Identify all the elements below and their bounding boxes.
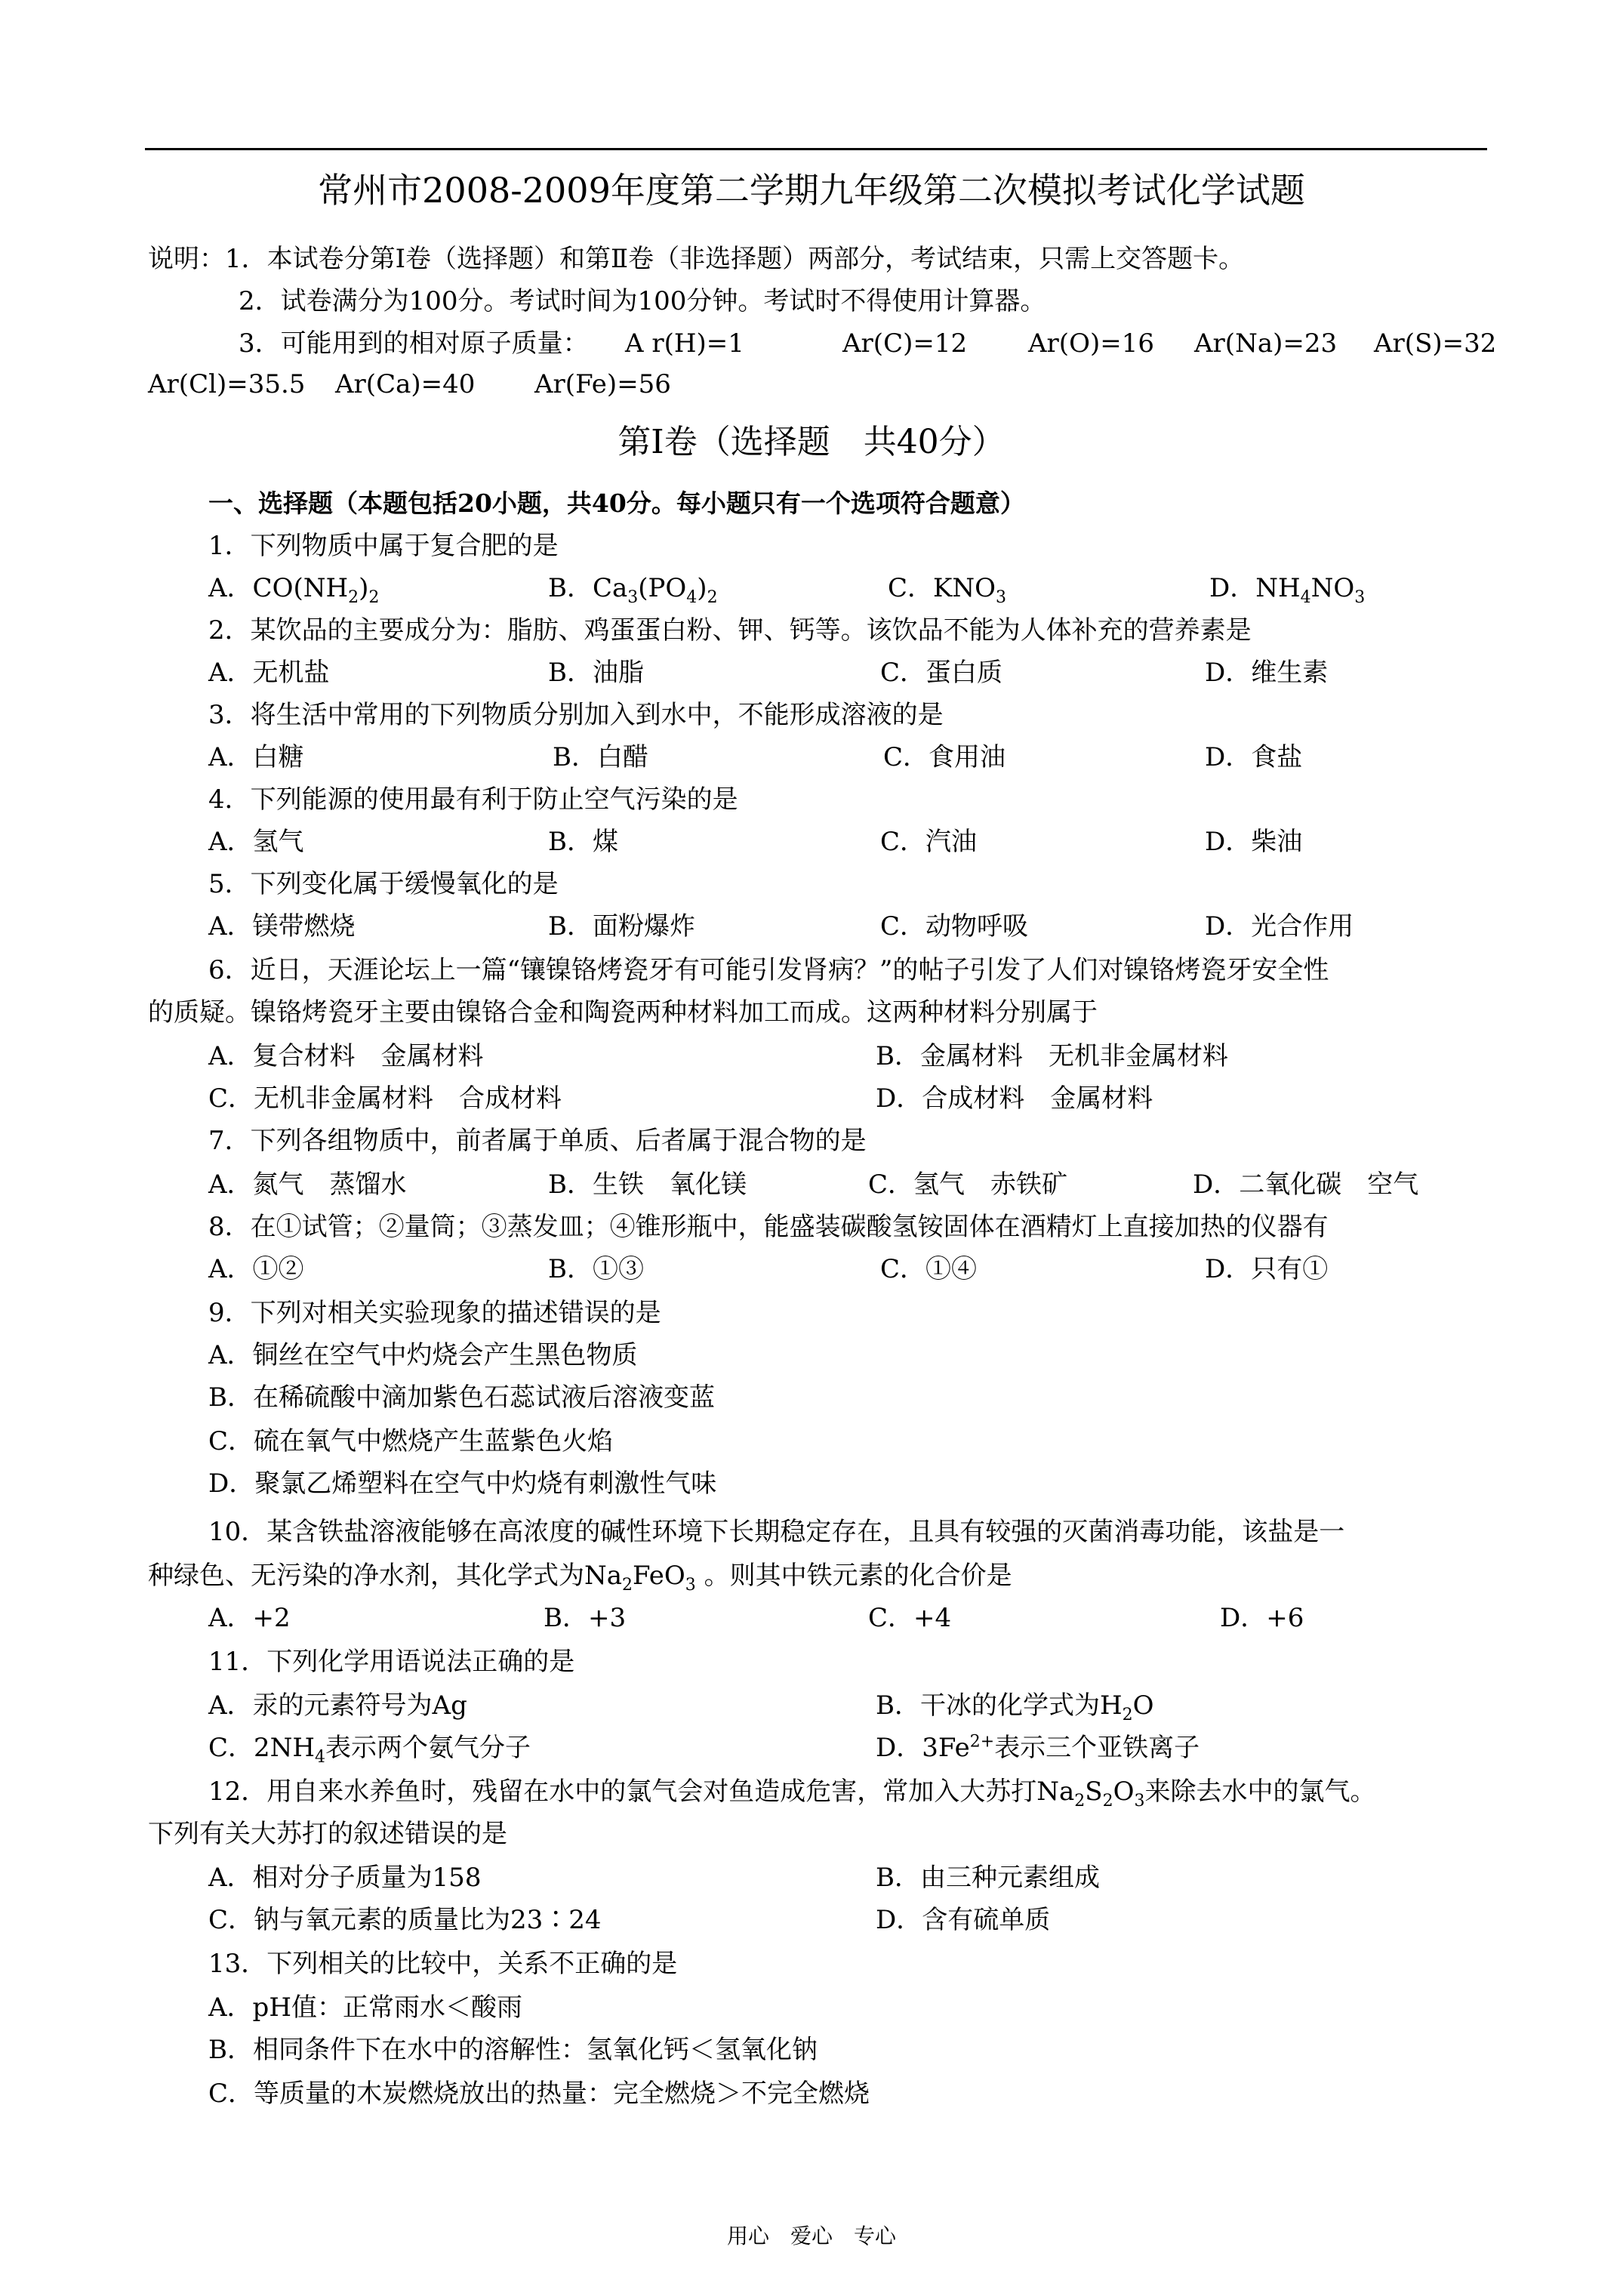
q4-option-b: B．煤 [548, 827, 618, 857]
page-footer: 用心 爱心 专心 [726, 2224, 896, 2248]
q3-option-b: B．白醋 [553, 742, 648, 772]
q7-option-b: B．生铁 氧化镁 [548, 1170, 747, 1200]
q11-option-b: B．干冰的化学式为$H_2O$ [876, 1690, 1154, 1724]
question-5: 5．下列变化属于缓慢氧化的是 [208, 869, 559, 899]
q1-option-b: B．$Ca_3(PO_4)_2$ [548, 573, 718, 607]
mass-cl: Ar(Cl)=35.5 [148, 369, 306, 399]
q3-option-c: C．食用油 [883, 742, 1006, 772]
q2-option-b: B．油脂 [548, 658, 644, 688]
part-heading: 一、选择题（本题包括20小题，共40分。每小题只有一个选项符合题意） [208, 488, 1025, 518]
question-9: 9．下列对相关实验现象的描述错误的是 [208, 1298, 661, 1328]
exam-title: 常州市2008-2009年度第二学期九年级第二次模拟考试化学试题 [318, 170, 1305, 211]
q5-option-d: D．光合作用 [1205, 911, 1354, 942]
q6-option-d: D．合成材料 金属材料 [876, 1083, 1153, 1114]
question-11: 11．下列化学用语说法正确的是 [208, 1647, 575, 1677]
question-4: 4．下列能源的使用最有利于防止空气污染的是 [208, 784, 738, 815]
q6-option-b: B．金属材料 无机非金属材料 [876, 1041, 1228, 1071]
q3-option-d: D．食盐 [1205, 742, 1303, 772]
q9-option-a: A．铜丝在空气中灼烧会产生黑色物质 [208, 1340, 638, 1370]
q11-option-d: D．$3Fe^{2+}$表示三个亚铁离子 [876, 1732, 1200, 1763]
mass-o: Ar(O)=16 [1028, 328, 1154, 359]
q1-option-d: D．$NH_4NO_3$ [1209, 573, 1366, 607]
question-6-line-1: 6．近日，天涯论坛上一篇“镶镍铬烤瓷牙有可能引发肾病？”的帖子引发了人们对镍铬烤瓷牙安全性 [208, 955, 1329, 985]
mass-s: Ar(S)=32 [1374, 328, 1497, 359]
mass-fe: Ar(Fe)=56 [534, 369, 671, 399]
q12-option-b: B．由三种元素组成 [876, 1863, 1100, 1893]
note-1: 说明：1．本试卷分第Ⅰ卷（选择题）和第Ⅱ卷（非选择题）两部分，考试结束，只需上交答题卡。 [148, 244, 1245, 274]
mass-h: A r(H)=1 [625, 328, 744, 359]
q13-option-c: C．等质量的木炭燃烧放出的热量：完全燃烧＞不完全燃烧 [208, 2079, 870, 2109]
q4-option-c: C．汽油 [880, 827, 978, 857]
q4-option-a: A．氢气 [208, 827, 304, 857]
q12-option-d: D．含有硫单质 [876, 1905, 1051, 1935]
q3-option-a: A．白糖 [208, 742, 304, 772]
header-rule [145, 148, 1487, 150]
q5-option-c: C．动物呼吸 [880, 911, 1029, 942]
q1-option-c: C．$KNO_3$ [888, 573, 1007, 607]
question-13: 13．下列相关的比较中，关系不正确的是 [208, 1949, 678, 1979]
q1-option-a: A．$CO(NH_2)_2$ [208, 573, 380, 607]
question-8: 8．在①试管；②量筒；③蒸发皿；④锥形瓶中，能盛装碳酸氢铵固体在酒精灯上直接加热的仪器有 [208, 1212, 1329, 1242]
q6-option-a: A．复合材料 金属材料 [208, 1041, 484, 1071]
section-title: 第Ⅰ卷（选择题 共40分） [617, 423, 1006, 461]
q5-option-a: A．镁带燃烧 [208, 911, 356, 942]
q7-option-a: A．氮气 蒸馏水 [208, 1170, 407, 1200]
q5-option-b: B．面粉爆炸 [548, 911, 695, 942]
q2-option-d: D．维生素 [1205, 658, 1329, 688]
question-2: 2．某饮品的主要成分为：脂肪、鸡蛋蛋白粉、钾、钙等。该饮品不能为人体补充的营养素是 [208, 615, 1252, 646]
q11-option-a: A．汞的元素符号为Ag [208, 1690, 467, 1721]
q9-option-b: B．在稀硫酸中滴加紫色石蕊试液后溶液变蓝 [208, 1382, 715, 1413]
mass-c: Ar(C)=12 [842, 328, 968, 359]
question-10-line-2: 种绿色、无污染的净水剂，其化学式为$Na_2FeO_3$ 。则其中铁元素的化合价是 [148, 1561, 1012, 1595]
q8-option-b: B．①③ [548, 1254, 644, 1284]
question-6-line-2: 的质疑。镍铬烤瓷牙主要由镍铬合金和陶瓷两种材料加工而成。这两种材料分别属于 [148, 997, 1098, 1028]
q10-option-a: A．+2 [208, 1603, 291, 1633]
q13-option-a: A．pH值：正常雨水＜酸雨 [208, 1992, 522, 2023]
question-10-line-1: 10．某含铁盐溶液能够在高浓度的碱性环境下长期稳定存在，且具有较强的灭菌消毒功能，该盐是一 [208, 1517, 1345, 1547]
q12-option-a: A．相对分子质量为158 [208, 1863, 482, 1893]
mass-ca: Ar(Ca)=40 [335, 369, 476, 399]
question-12-line-2: 下列有关大苏打的叙述错误的是 [148, 1819, 507, 1849]
q9-option-d: D．聚氯乙烯塑料在空气中灼烧有刺激性气味 [208, 1469, 717, 1499]
q13-option-b: B．相同条件下在水中的溶解性：氢氧化钙＜氢氧化钠 [208, 2035, 818, 2065]
q10-option-c: C．+4 [868, 1603, 952, 1633]
note-3-label: 3．可能用到的相对原子质量： [239, 328, 589, 359]
note-2: 2．试卷满分为100分。考试时间为100分钟。考试时不得使用计算器。 [239, 286, 1046, 316]
q11-option-c: C．$2NH_4$表示两个氨气分子 [208, 1733, 531, 1767]
question-12-line-1: 12．用自来水养鱼时，残留在水中的氯气会对鱼造成危害，常加入大苏打$Na_2S_2O_3$来除去水中的氯气。 [208, 1777, 1376, 1811]
q2-option-c: C．蛋白质 [880, 658, 1003, 688]
q8-option-c: C．①④ [880, 1254, 978, 1284]
q8-option-a: A．①② [208, 1254, 304, 1284]
q9-option-c: C．硫在氧气中燃烧产生蓝紫色火焰 [208, 1426, 614, 1456]
q10-option-b: B．+3 [544, 1603, 627, 1633]
question-3: 3．将生活中常用的下列物质分别加入到水中，不能形成溶液的是 [208, 700, 944, 730]
q10-option-d: D．+6 [1220, 1603, 1304, 1633]
q12-option-c: C．钠与氧元素的质量比为23∶24 [208, 1905, 602, 1935]
q4-option-d: D．柴油 [1205, 827, 1303, 857]
question-7: 7．下列各组物质中，前者属于单质、后者属于混合物的是 [208, 1126, 867, 1156]
question-1: 1．下列物质中属于复合肥的是 [208, 531, 559, 561]
q7-option-c: C．氢气 赤铁矿 [868, 1170, 1068, 1200]
q7-option-d: D．二氧化碳 空气 [1193, 1170, 1419, 1200]
q6-option-c: C．无机非金属材料 合成材料 [208, 1083, 562, 1114]
q2-option-a: A．无机盐 [208, 658, 330, 688]
q8-option-d: D．只有① [1205, 1254, 1329, 1284]
mass-na: Ar(Na)=23 [1194, 328, 1338, 359]
